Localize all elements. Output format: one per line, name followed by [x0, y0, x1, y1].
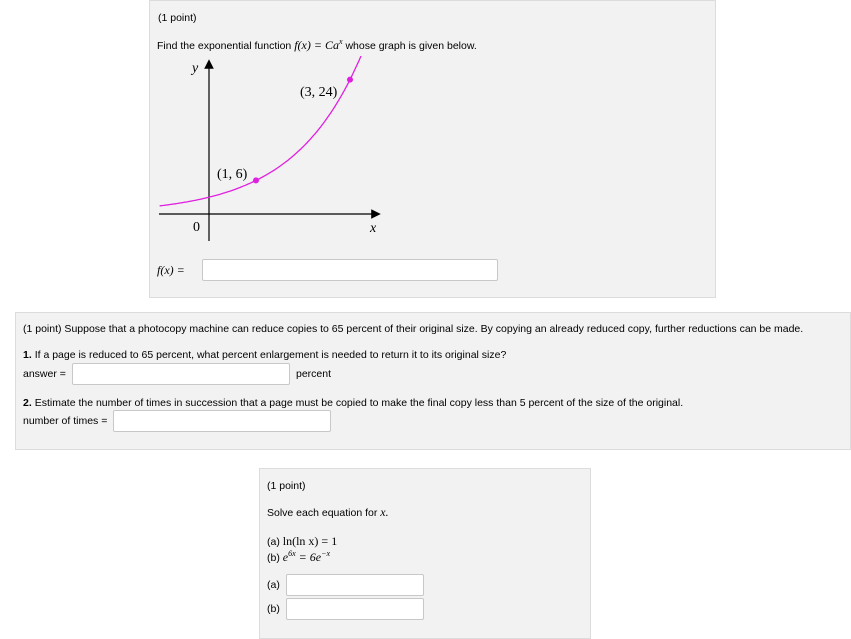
- problem-1-prompt-math: [294, 38, 342, 52]
- problem-1-prompt-after: whose graph is given below.: [345, 40, 477, 52]
- problem-1-points: (1 point): [158, 12, 197, 24]
- equation-b-exp: 6x: [288, 549, 296, 558]
- equation-b: [267, 549, 330, 565]
- problem-3-prompt-var: x.: [380, 505, 389, 519]
- problem-3-prompt: [267, 505, 389, 520]
- number-of-times-label: number of times =: [23, 415, 108, 427]
- point-b-label: (3, 24): [300, 85, 338, 100]
- problem-1-prompt: [157, 37, 477, 53]
- equation-b-expr: [283, 550, 330, 564]
- answer-b-label: (b): [267, 603, 280, 615]
- answer-a-input[interactable]: [286, 574, 424, 596]
- question-2-number: 2.: [23, 397, 32, 409]
- point-3-24: [347, 77, 353, 83]
- problem-3-prompt-text: Solve each equation for: [267, 507, 378, 519]
- point-a-label: (1, 6): [217, 167, 248, 182]
- problem-1-exponent: x: [338, 37, 343, 46]
- question-2-text: Estimate the number of times in succession that a page must be copied to make the final copy less than 5 percent of the size of the original.: [34, 397, 684, 409]
- exponential-graph: [154, 56, 394, 246]
- fx-answer-input[interactable]: [202, 259, 498, 281]
- origin-label: 0: [193, 220, 200, 235]
- equation-b-mid: = 6e: [295, 550, 322, 564]
- equation-a-expr: ln(ln x) = 1: [282, 534, 338, 548]
- y-axis-label: y: [192, 61, 199, 76]
- problem-3-panel: [259, 468, 591, 639]
- point-1-6: [253, 177, 259, 183]
- exponential-curve: [160, 56, 365, 206]
- percent-answer-input[interactable]: [72, 363, 290, 385]
- problem-2-intro: (1 point) Suppose that a photocopy machine can reduce copies to 65 percent of their original size. By copying an already reduced copy, further reductions can be made.: [23, 323, 804, 335]
- problem-1-prompt-before: Find the exponential function: [157, 40, 292, 52]
- answer-b-input[interactable]: [286, 598, 424, 620]
- problem-2-question-1: [23, 349, 506, 361]
- answer-label: answer =: [23, 368, 66, 380]
- percent-unit: percent: [296, 368, 332, 380]
- equation-a: [267, 534, 337, 549]
- problem-2-panel: [15, 312, 851, 450]
- answer-a-label: (a): [267, 579, 280, 591]
- problem-1-function-expr: f(x) = Ca: [294, 38, 339, 52]
- problem-1-panel: [149, 0, 716, 298]
- equation-a-label: (a): [267, 536, 280, 548]
- problem-2-question-2: [23, 397, 683, 409]
- x-axis-label: x: [370, 221, 377, 236]
- question-1-text: If a page is reduced to 65 percent, what percent enlargement is needed to return it to its original size?: [34, 349, 507, 361]
- number-of-times-input[interactable]: [113, 410, 331, 432]
- equation-b-label: (b): [267, 552, 280, 564]
- equation-b-base: e: [282, 550, 289, 564]
- equation-b-exp2: −x: [321, 549, 331, 558]
- problem-3-points: (1 point): [267, 480, 306, 492]
- answer-label-fx: f(x) =: [157, 263, 185, 277]
- question-1-number: 1.: [23, 349, 32, 361]
